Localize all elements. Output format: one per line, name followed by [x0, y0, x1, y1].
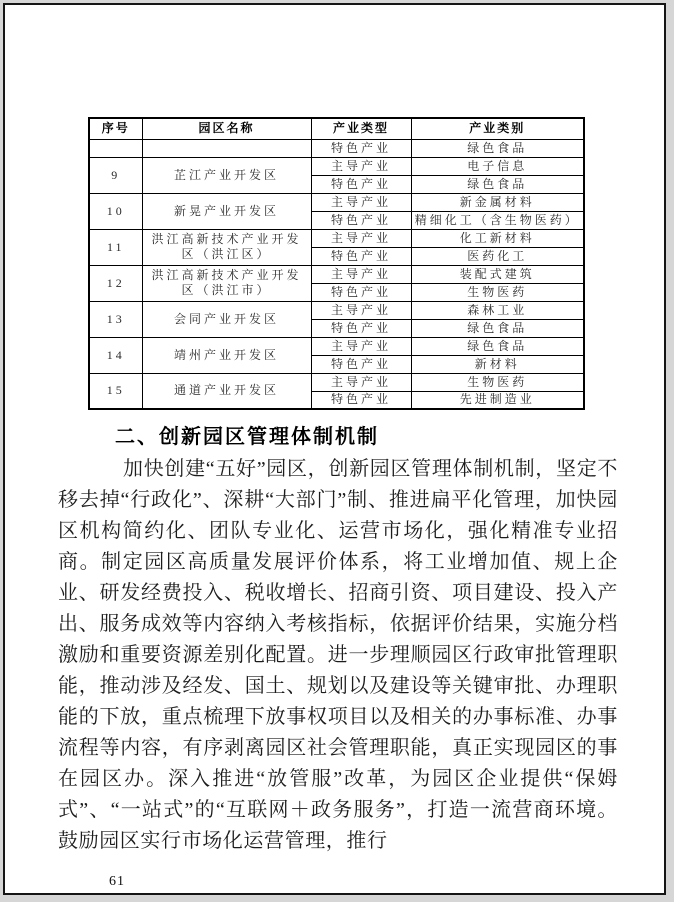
industry-category-cell: 森林工业	[411, 301, 584, 319]
industry-type-cell: 特色产业	[311, 247, 411, 265]
industry-category-cell: 电子信息	[411, 157, 584, 175]
industry-type-cell: 特色产业	[311, 391, 411, 409]
row-no-cell: 12	[89, 265, 142, 301]
industrial-parks-table	[88, 117, 585, 410]
industry-category-cell: 新材料	[411, 355, 584, 373]
body-paragraph: 加快创建“五好”园区，创新园区管理体制机制，坚定不移去掉“行政化”、深耕“大部门”制、推进扁平化管理，加快园区机构简约化、团队专业化、运营市场化，强化精准专业招商。制定园区高质量发展评价体系，将工业增加值、规上企业、研发经费投入、税收增长、招商引资、项目建设、投入产出、服务成效等内容纳入考核指标，依据评价结果，实施分档激励和重要资源差别化配置。进一步理顺园区行政审批管理职能，推动涉及经发、国土、规划以及建设等关键审批、办理职能的下放，重点梳理下放事权项目以及相关的办事标准、办事流程等内容，有序剥离园区社会管理职能，真正实现园区的事在园区办。深入推进“放管服”改革，为园区企业提供“保姆式”、“一站式”的“互联网＋政务服务”，打造一流营商环境。鼓励园区实行市场化运营管理，推行	[58, 458, 618, 852]
industry-category-cell: 精细化工（含生物医药）	[411, 211, 584, 229]
industry-type-cell: 主导产业	[311, 229, 411, 247]
table-head	[89, 118, 584, 139]
industry-category-cell: 新金属材料	[411, 193, 584, 211]
industry-type-cell: 特色产业	[311, 283, 411, 301]
industry-type-cell: 主导产业	[311, 373, 411, 391]
table-continuation-row	[89, 139, 584, 157]
document-page	[3, 3, 666, 895]
table-header-cell: 产业类型	[311, 118, 411, 139]
table-row	[89, 157, 584, 175]
table-header-row	[89, 118, 584, 139]
industry-category-cell: 绿色食品	[411, 175, 584, 193]
industry-category-cell: 先进制造业	[411, 391, 584, 409]
table-body	[89, 139, 584, 409]
industry-category-cell: 医药化工	[411, 247, 584, 265]
industry-category-cell: 装配式建筑	[411, 265, 584, 283]
row-no-cell: 14	[89, 337, 142, 373]
industry-type-cell: 特色产业	[311, 211, 411, 229]
industry-type-cell: 主导产业	[311, 337, 411, 355]
industry-type-cell: 主导产业	[311, 265, 411, 283]
park-name-cell: 会同产业开发区	[142, 301, 311, 337]
row-no-cell: 11	[89, 229, 142, 265]
table-header-cell: 序号	[89, 118, 142, 139]
park-name-cell	[142, 139, 311, 157]
park-name-cell: 洪江高新技术产业开发区（洪江市）	[142, 265, 311, 301]
park-name-cell: 通道产业开发区	[142, 373, 311, 409]
park-name-cell: 新晃产业开发区	[142, 193, 311, 229]
industry-category-cell: 绿色食品	[411, 337, 584, 355]
industry-category-cell: 生物医药	[411, 283, 584, 301]
table-row	[89, 229, 584, 247]
table-header-cell: 产业类别	[411, 118, 584, 139]
industry-type-cell: 主导产业	[311, 193, 411, 211]
row-no-cell: 15	[89, 373, 142, 409]
industry-category-cell: 绿色食品	[411, 139, 584, 157]
row-no-cell: 13	[89, 301, 142, 337]
table-row	[89, 337, 584, 355]
table-row	[89, 193, 584, 211]
table-row	[89, 373, 584, 391]
park-name-cell: 洪江高新技术产业开发区（洪江区）	[142, 229, 311, 265]
row-no-cell: 10	[89, 193, 142, 229]
industry-type-cell: 特色产业	[311, 355, 411, 373]
park-name-cell: 芷江产业开发区	[142, 157, 311, 193]
table-row	[89, 301, 584, 319]
page-number: 61	[109, 874, 125, 889]
section-heading: 二、创新园区管理体制机制	[115, 426, 379, 448]
industry-type-cell: 特色产业	[311, 319, 411, 337]
row-no-cell	[89, 139, 142, 157]
industry-type-cell: 主导产业	[311, 301, 411, 319]
industry-category-cell: 生物医药	[411, 373, 584, 391]
industry-category-cell: 化工新材料	[411, 229, 584, 247]
table-row	[89, 265, 584, 283]
park-name-cell: 靖州产业开发区	[142, 337, 311, 373]
industry-type-cell: 主导产业	[311, 157, 411, 175]
industry-category-cell: 绿色食品	[411, 319, 584, 337]
table-header-cell: 园区名称	[142, 118, 311, 139]
row-no-cell: 9	[89, 157, 142, 193]
industry-type-cell: 特色产业	[311, 175, 411, 193]
industry-type-cell: 特色产业	[311, 139, 411, 157]
